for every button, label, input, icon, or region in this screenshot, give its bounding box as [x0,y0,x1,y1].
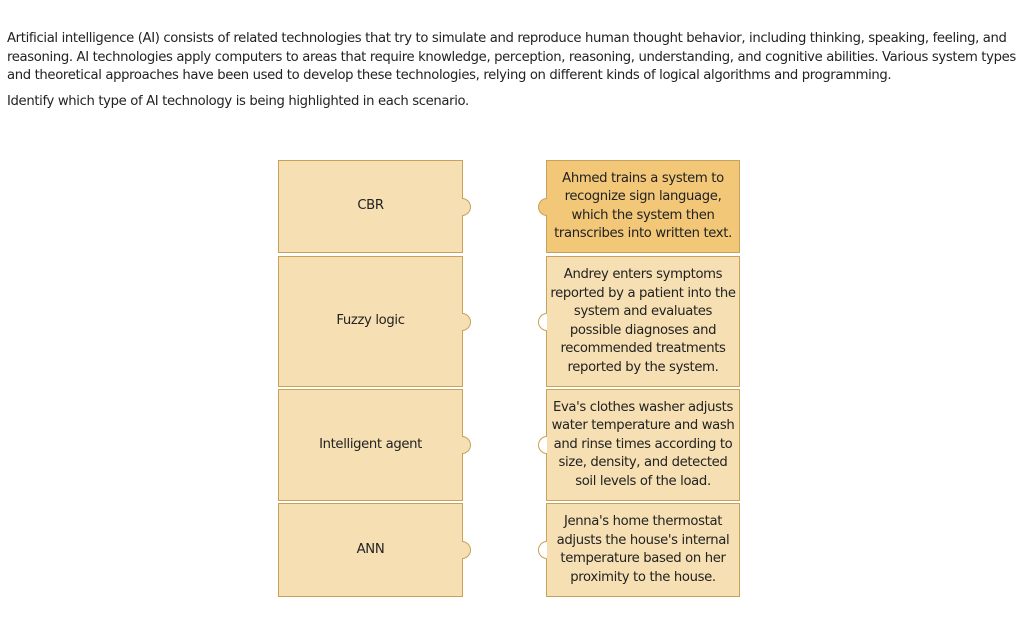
connector-slot [538,436,547,454]
scenario-tile-clothes-washer[interactable] [546,389,740,501]
connector-tab [462,436,471,454]
term-label: CBR [357,198,384,214]
connector-slot [538,313,547,331]
intro-paragraph: Artificial intelligence (AI) consists of related technologies that try to simulate and reproduce human thought behavior, including thinking, speaking, feeling, and reasoning. AI technologies apply computers to areas that require knowledge, perception, reasoning, understanding, and cognitive abilities. Various system types and theoretical approaches have been used to develop these technologies, relying on different kinds of logical algorithms and programming. [7,31,1016,83]
scenario-text: Jenna's home thermostat adjusts the house's internal temperature based on her proximity to the house. [556,514,730,585]
term-label: Fuzzy logic [336,313,405,329]
scenario-tile-thermostat[interactable] [546,503,740,597]
scenario-text: Ahmed trains a system to recognize sign language, which the system then transcribes into written text. [554,170,732,241]
question-prompt: Identify which type of AI technology is being highlighted in each scenario. [7,94,469,109]
connector-slot [538,541,547,559]
scenario-text: Andrey enters symptoms reported by a patient into the system and evaluates possible diagnoses and recommended treatments reported by the system. [550,267,736,375]
connector-slot [538,198,547,216]
term-tile-fuzzy-logic[interactable] [278,256,463,387]
connector-tab [462,313,471,331]
connector-tab [462,198,471,216]
scenario-tile-sign-language[interactable] [546,160,740,253]
term-tile-ann[interactable] [278,503,463,597]
term-label: ANN [356,541,385,557]
term-tile-cbr[interactable] [278,160,463,253]
scenario-text: Eva's clothes washer adjusts water temperature and wash and rinse times according to size, density, and detected soil levels of the load. [551,399,735,489]
term-label: Intelligent agent [319,436,422,452]
scenario-tile-diagnosis[interactable] [546,256,740,387]
connector-tab [462,541,471,559]
term-tile-intelligent-agent[interactable] [278,389,463,501]
